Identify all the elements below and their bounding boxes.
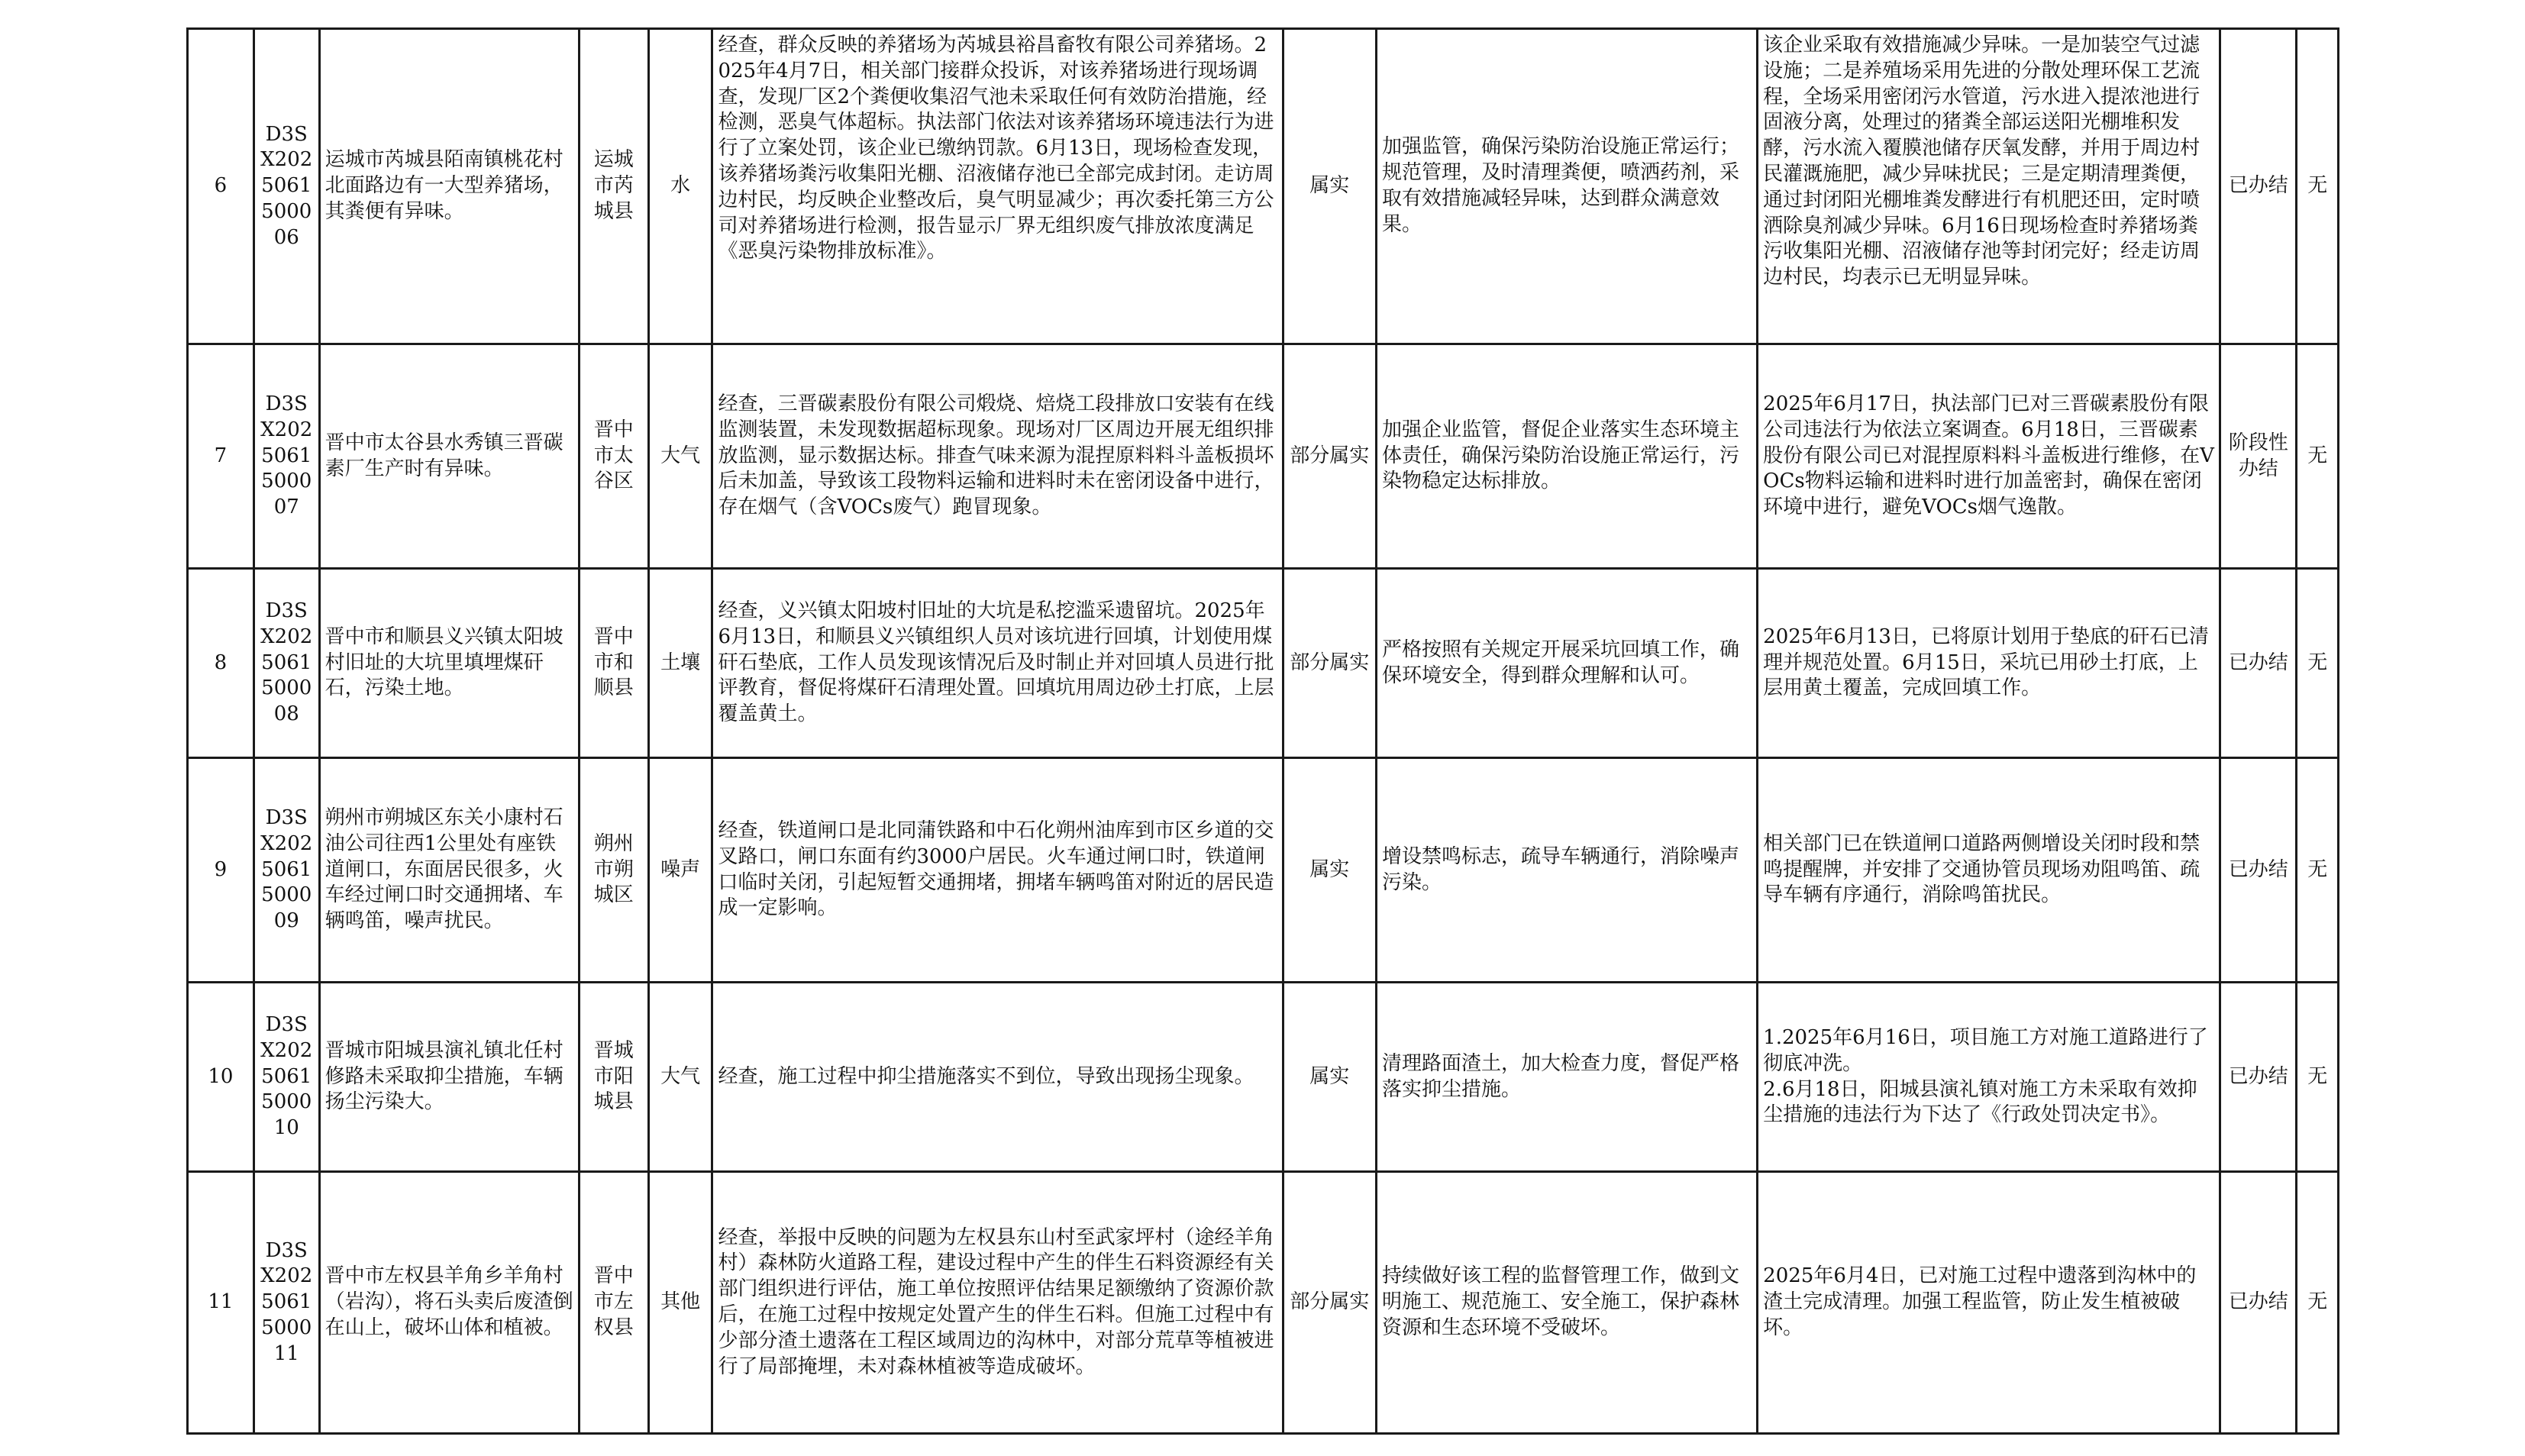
rectification-target: 持续做好该工程的监督管理工作，做到文明施工、规范施工、安全施工，保护森林资源和生态环境不受破坏。 (1377, 1172, 1758, 1434)
completion-status: 已办结 (2220, 983, 2297, 1172)
table-row (188, 569, 2339, 758)
verification-result: 属实 (1283, 29, 1376, 344)
complaint-content: 晋中市和顺县义兴镇太阳坡村旧址的大坑里填埋煤矸石，污染土地。 (319, 569, 579, 758)
investigation-findings: 经查，三晋碳素股份有限公司煅烧、焙烧工段排放口安装有在线监测装置，未发现数据超标现象。现场对厂区周边开展无组织排放监测，显示数据达标。排查气味来源为混捏原料料斗盖板损坏后未加盖，导致该工段物料运输和进料时未在密闭设备中进行，存在烟气（含VOCs废气）跑冒现象。 (712, 344, 1283, 569)
rectification-progress: 2025年6月17日，执法部门已对三晋碳素股份有限公司违法行为依法立案调查。6月18日，三晋碳素股份有限公司已对混捏原料料斗盖板进行维修，在VOCs物料运输和进料时进行加盖密封，确保在密闭环境中进行，避免VOCs烟气逸散。 (1758, 344, 2220, 569)
rectification-progress: 1.2025年6月16日，项目施工方对施工道路进行了彻底冲洗。 2.6月18日，阳城县演礼镇对施工方未采取有效抑尘措施的违法行为下达了《行政处罚决定书》。 (1758, 983, 2220, 1172)
table-row (188, 983, 2339, 1172)
row-number: 9 (188, 758, 254, 983)
accountability: 无 (2297, 983, 2339, 1172)
rectification-target: 加强企业监管，督促企业落实生态环境主体责任，确保污染防治设施正常运行，污染物稳定达标排放。 (1377, 344, 1758, 569)
row-number: 7 (188, 344, 254, 569)
row-number: 10 (188, 983, 254, 1172)
case-code: D3SX2025061500009 (253, 758, 319, 983)
rectification-progress: 相关部门已在铁道闸口道路两侧增设关闭时段和禁鸣提醒牌，并安排了交通协管员现场劝阻鸣笛、疏导车辆有序通行，消除鸣笛扰民。 (1758, 758, 2220, 983)
accountability: 无 (2297, 29, 2339, 344)
completion-status: 阶段性办结 (2220, 344, 2297, 569)
accountability: 无 (2297, 758, 2339, 983)
rectification-progress: 2025年6月4日，已对施工过程中遗落到沟林中的渣土完成清理。加强工程监管，防止发生植被破坏。 (1758, 1172, 2220, 1434)
case-code: D3SX2025061500011 (253, 1172, 319, 1434)
complaint-content: 晋城市阳城县演礼镇北任村修路未采取抑尘措施，车辆扬尘污染大。 (319, 983, 579, 1172)
rectification-target: 清理路面渣土，加大检查力度，督促严格落实抑尘措施。 (1377, 983, 1758, 1172)
pollution-type: 水 (648, 29, 712, 344)
rectification-progress: 该企业采取有效措施减少异味。一是加装空气过滤设施；二是养殖场采用先进的分散处理环保工艺流程，全场采用密闭污水管道，污水进入提浓池进行固液分离，处理过的猪粪全部运送阳光棚堆积发酵，污水流入覆膜池储存厌氧发酵，并用于周边村民灌溉施肥，减少异味扰民；三是定期清理粪便，通过封闭阳光棚堆粪发酵进行有机肥还田，定时喷洒除臭剂减少异味。6月16日现场检查时养猪场粪污收集阳光棚、沼液储存池等封闭完好；经走访周边村民，均表示已无明显异味。 (1758, 29, 2220, 344)
administrative-region: 朔州市朔城区 (579, 758, 648, 983)
verification-result: 部分属实 (1283, 344, 1376, 569)
accountability: 无 (2297, 344, 2339, 569)
completion-status: 已办结 (2220, 29, 2297, 344)
investigation-findings: 经查，群众反映的养猪场为芮城县裕昌畜牧有限公司养猪场。2025年4月7日，相关部门接群众投诉，对该养猪场进行现场调查，发现厂区2个粪便收集沼气池未采取任何有效防治措施，经检测，恶臭气体超标。执法部门依法对该养猪场环境违法行为进行了立案处罚，该企业已缴纳罚款。6月13日，现场检查发现，该养猪场粪污收集阳光棚、沼液储存池已全部完成封闭。走访周边村民，均反映企业整改后，臭气明显减少；再次委托第三方公司对养猪场进行检测，报告显示厂界无组织废气排放浓度满足《恶臭污染物排放标准》。 (712, 29, 1283, 344)
investigation-findings: 经查，施工过程中抑尘措施落实不到位，导致出现扬尘现象。 (712, 983, 1283, 1172)
verification-result: 属实 (1283, 758, 1376, 983)
administrative-region: 晋中市太谷区 (579, 344, 648, 569)
table-row (188, 29, 2339, 344)
verification-result: 部分属实 (1283, 1172, 1376, 1434)
rectification-target: 加强监管，确保污染防治设施正常运行；规范管理，及时清理粪便，喷洒药剂，采取有效措施减轻异味，达到群众满意效果。 (1377, 29, 1758, 344)
table-row (188, 758, 2339, 983)
verification-result: 属实 (1283, 983, 1376, 1172)
rectification-target: 严格按照有关规定开展采坑回填工作，确保环境安全，得到群众理解和认可。 (1377, 569, 1758, 758)
complaint-content: 运城市芮城县陌南镇桃花村北面路边有一大型养猪场，其粪便有异味。 (319, 29, 579, 344)
pollution-type: 大气 (648, 983, 712, 1172)
administrative-region: 晋城市阳城县 (579, 983, 648, 1172)
rectification-progress: 2025年6月13日，已将原计划用于垫底的矸石已清理并规范处置。6月15日，采坑已用砂土打底，上层用黄土覆盖，完成回填工作。 (1758, 569, 2220, 758)
completion-status: 已办结 (2220, 758, 2297, 983)
accountability: 无 (2297, 569, 2339, 758)
accountability: 无 (2297, 1172, 2339, 1434)
row-number: 6 (188, 29, 254, 344)
row-number: 8 (188, 569, 254, 758)
investigation-findings: 经查，举报中反映的问题为左权县东山村至武家坪村（途经羊角村）森林防火道路工程，建设过程中产生的伴生石料资源经有关部门组织进行评估，施工单位按照评估结果足额缴纳了资源价款后，在施工过程中按规定处置产生的伴生石料。但施工过程中有少部分渣土遗落在工程区域周边的沟林中，对部分荒草等植被进行了局部掩埋，未对森林植被等造成破坏。 (712, 1172, 1283, 1434)
pollution-type: 噪声 (648, 758, 712, 983)
complaint-content: 晋中市左权县羊角乡羊角村（岩沟），将石头卖后废渣倒在山上，破坏山体和植被。 (319, 1172, 579, 1434)
row-number: 11 (188, 1172, 254, 1434)
verification-result: 部分属实 (1283, 569, 1376, 758)
case-code: D3SX2025061500006 (253, 29, 319, 344)
table-row (188, 1172, 2339, 1434)
administrative-region: 晋中市和顺县 (579, 569, 648, 758)
completion-status: 已办结 (2220, 569, 2297, 758)
case-code: D3SX2025061500007 (253, 344, 319, 569)
investigation-findings: 经查，铁道闸口是北同蒲铁路和中石化朔州油库到市区乡道的交叉路口，闸口东面有约3000户居民。火车通过闸口时，铁道闸口临时关闭，引起短暂交通拥堵，拥堵车辆鸣笛对附近的居民造成一定影响。 (712, 758, 1283, 983)
rectification-target: 增设禁鸣标志，疏导车辆通行，消除噪声污染。 (1377, 758, 1758, 983)
completion-status: 已办结 (2220, 1172, 2297, 1434)
pollution-type: 土壤 (648, 569, 712, 758)
administrative-region: 运城市芮城县 (579, 29, 648, 344)
complaint-content: 晋中市太谷县水秀镇三晋碳素厂生产时有异味。 (319, 344, 579, 569)
case-code: D3SX2025061500008 (253, 569, 319, 758)
administrative-region: 晋中市左权县 (579, 1172, 648, 1434)
case-code: D3SX2025061500010 (253, 983, 319, 1172)
pollution-type: 大气 (648, 344, 712, 569)
complaint-content: 朔州市朔城区东关小康村石油公司往西1公里处有座铁道闸口，东面居民很多，火车经过闸口时交通拥堵、车辆鸣笛，噪声扰民。 (319, 758, 579, 983)
complaint-table (186, 27, 2339, 1435)
pollution-type: 其他 (648, 1172, 712, 1434)
table-row (188, 344, 2339, 569)
investigation-findings: 经查，义兴镇太阳坡村旧址的大坑是私挖滥采遗留坑。2025年6月13日，和顺县义兴镇组织人员对该坑进行回填，计划使用煤矸石垫底，工作人员发现该情况后及时制止并对回填人员进行批评教育，督促将煤矸石清理处置。回填坑用周边砂土打底，上层覆盖黄土。 (712, 569, 1283, 758)
